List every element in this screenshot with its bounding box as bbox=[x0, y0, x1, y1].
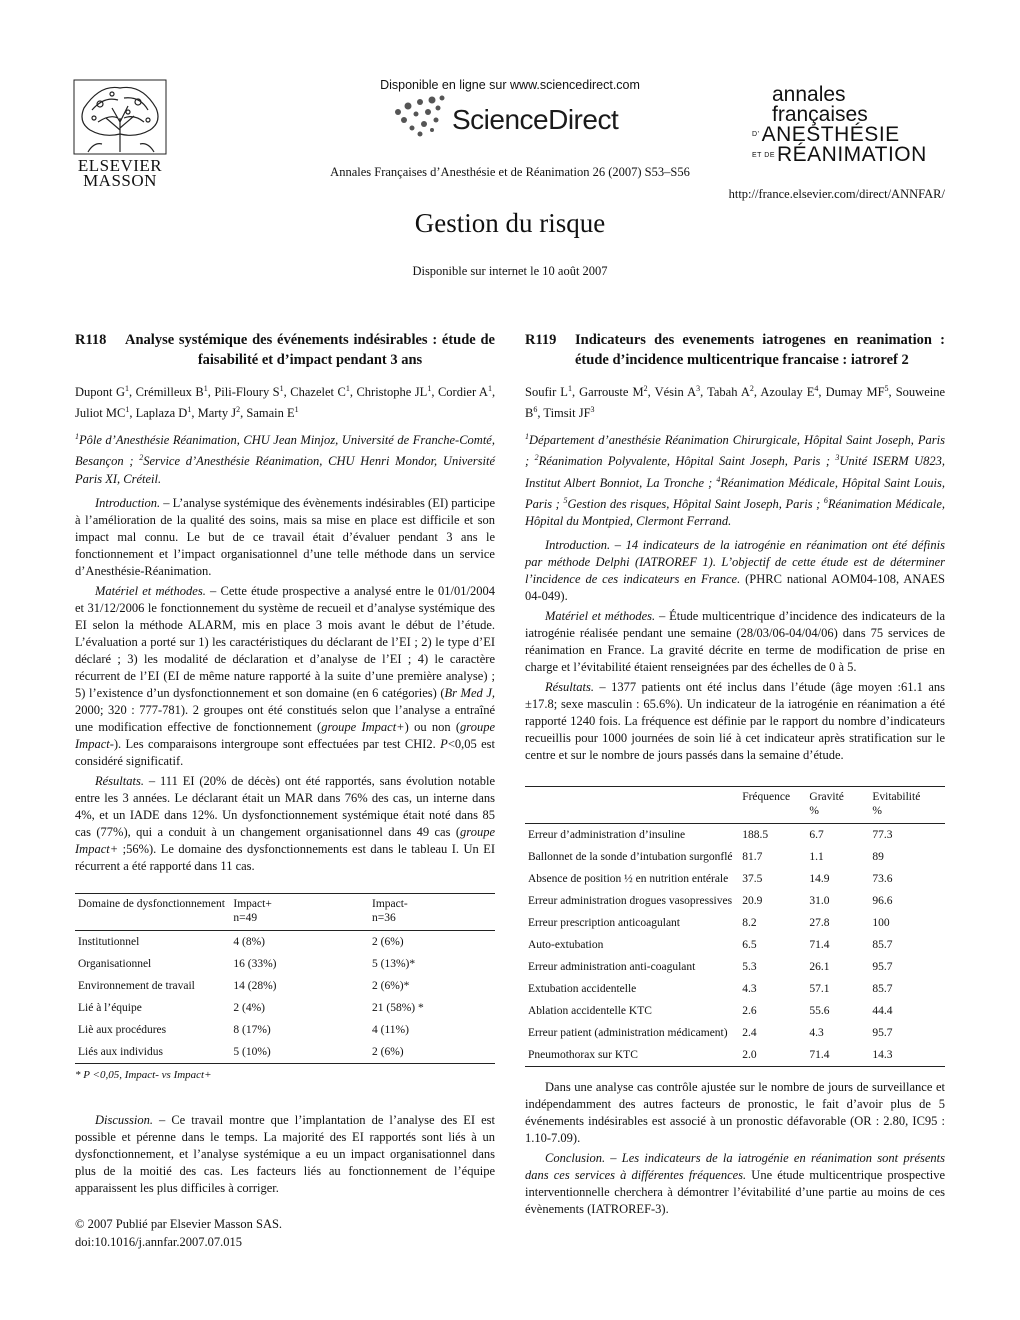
paragraph-text-italic: – 14 indicateurs de la iatrogénie en réanimation ont été définis par méthode Delphi (IATROREF 1). L’objectif de cette étude est de déterminer l’incidence de ces indicateurs en France. bbox=[525, 537, 945, 586]
methods-paragraph bbox=[525, 608, 945, 676]
affiliation-text: Service d’Anesthésie Réanimation, CHU Henri Mondor, Université Paris XI, Créteil. bbox=[75, 454, 495, 486]
author-affiliation-sup: 1 bbox=[187, 405, 192, 415]
table-row bbox=[525, 890, 945, 912]
table-cell: 5 (10%) bbox=[233, 1045, 271, 1058]
table-cell: 188.5 bbox=[742, 828, 769, 841]
sciencedirect-wordmark: ScienceDirect bbox=[452, 104, 619, 135]
table-row bbox=[525, 912, 945, 934]
table-cell: 96.6 bbox=[872, 894, 893, 907]
section-label: Matériel et méthodes. bbox=[545, 608, 656, 623]
table-cell: 2.4 bbox=[742, 1026, 757, 1039]
section-label: Matériel et méthodes. bbox=[95, 583, 206, 598]
paragraph-text: (PHRC national AOM04-108, ANAES 04-049). bbox=[525, 571, 946, 603]
section-label: Introduction. bbox=[545, 537, 611, 552]
author-affiliation-sup: 1 bbox=[487, 384, 492, 393]
affiliation-sup: 2 bbox=[139, 453, 144, 463]
paragraph-text: ). Les comparaisons intergroupe sont effectuées par test CHI2. bbox=[113, 736, 441, 751]
journal-logo-line: ANESTHÉSIE bbox=[761, 123, 900, 146]
paragraph-text: – 1377 patients ont été inclus dans l’étude (âge moyen :61.1 ans ±17.8; sexe masculin : 65.6%). Un indicateur de la iatrogénie en réanimation a été rapporté 1240 fois. La fréquence est définie par le rapport du nombre d’indicateurs recueillis pour 1000 journées de soin lié à cet indicateur après stratification sur le centre et sur le nombre de jours passés dans la semaine d’étude. bbox=[525, 679, 945, 762]
section-label: Résultats. bbox=[545, 679, 594, 694]
paragraph-text: Une étude multicentrique prospective interventionnelle cherchera à démontrer l’évitabilité d’une partie au moins de ces évènements (IATROREF-3). bbox=[525, 1167, 946, 1216]
author: Timsit JF bbox=[543, 406, 591, 421]
table-row bbox=[525, 934, 945, 956]
section-label: Conclusion. bbox=[545, 1150, 606, 1165]
author: Soufir L bbox=[525, 385, 568, 400]
table-cell: 14.9 bbox=[809, 872, 830, 885]
author: Marty J bbox=[197, 406, 237, 421]
author: Vésin A bbox=[654, 385, 697, 400]
journal-logo-line: RÉANIMATION bbox=[777, 143, 927, 167]
affiliation-text: Unité ISERM U823, Institut Albert Bonniot, La Tronche ; bbox=[525, 454, 945, 490]
table-header-cell: Fréquence bbox=[742, 790, 791, 803]
affiliations bbox=[75, 428, 495, 487]
author-list: Dupont $G^1$, Crémilleux $B^1$, Pili-Floury $S^1$, Chazelet $C^1$, Christophe $JL^1$, Cordier $A^1$, Juliot $MC^1$, Laplaza $D^1$, Marty $J^2$, Samain $E^1$ bbox=[75, 384, 496, 421]
affiliation-text: Réanimation Médicale, Hôpital Saint Louis, Paris ; bbox=[525, 475, 945, 511]
article-r118 bbox=[75, 330, 495, 1200]
section-label: Introduction. bbox=[95, 495, 161, 510]
citation: Br Med J, bbox=[444, 685, 496, 700]
affiliation-text: Réanimation Polyvalente, Hôpital Saint Joseph, Paris ; bbox=[538, 454, 836, 469]
table-cell: Ballonnet de la sonde d’intubation surgonflé bbox=[528, 850, 733, 863]
table-cell: Organisationnel bbox=[78, 957, 152, 970]
author-affiliation-sup: 1 bbox=[125, 384, 130, 393]
author: Christophe JL bbox=[356, 385, 428, 400]
paragraph-text: – Ce travail montre que l’implantation de l’analyse des EI est possible et pérenne dans le temps. La majorité des EI rapportés sont liés à un dysfonctionnement, et l’analyse systémique a eu un impact organisationnel dans plus de la moitié des cas. Les facteurs liés au fonctionnement de l’équipe apparaissent les plus difficiles à corriger. bbox=[75, 1112, 495, 1195]
affiliation-sup: 1 bbox=[525, 432, 529, 442]
author-affiliation-sup: 6 bbox=[533, 405, 538, 415]
affiliation-text: Gestion des risques, Hôpital Saint Joseph, Paris ; bbox=[567, 496, 824, 511]
table-cell: Auto-extubation bbox=[528, 938, 604, 951]
table-cell: Environnement de travail bbox=[78, 979, 195, 992]
journal-logo-line: françaises bbox=[772, 103, 868, 126]
author: Samain E bbox=[246, 406, 295, 421]
author-affiliation-sup: 2 bbox=[643, 384, 648, 393]
publisher-name-line1: ELSEVIER bbox=[77, 156, 163, 175]
table-header-cell: Impact- n=36 bbox=[371, 897, 408, 924]
author: Garrouste M bbox=[579, 385, 644, 400]
affiliation-sup: 3 bbox=[835, 453, 840, 463]
table-row bbox=[525, 846, 945, 868]
paragraph-text: <0,05 est considéré significatif. bbox=[75, 736, 495, 768]
author-affiliation-sup: 1 bbox=[427, 384, 432, 393]
table-cell: 73.6 bbox=[872, 872, 893, 885]
table-row bbox=[75, 930, 495, 953]
table-cell: 4 (11%) bbox=[371, 1023, 409, 1036]
table-row bbox=[75, 997, 495, 1019]
table-cell: 14.3 bbox=[872, 1048, 893, 1061]
author-affiliation-sup: 2 bbox=[749, 384, 754, 393]
table-cell: 2 (6%)* bbox=[371, 979, 410, 992]
table-cell: Ablation accidentelle KTC bbox=[528, 1004, 652, 1017]
footer bbox=[75, 1215, 495, 1251]
table-cell: Absence de position ½ en nutrition entérale bbox=[528, 872, 729, 885]
article-number: R119 bbox=[525, 332, 557, 348]
table-header-cell bbox=[525, 786, 739, 823]
group-name: groupe Impact+ bbox=[75, 824, 495, 856]
table-header-cell: Evitabilité % bbox=[872, 790, 921, 817]
table-cell: 55.6 bbox=[809, 1004, 830, 1017]
paragraph-text: 2000; 320 : 777-781). 2 groupes ont été constitués selon que l’analyse a entraîné une modification effective de fonctionnement ( bbox=[75, 702, 495, 734]
results-paragraph bbox=[525, 679, 945, 764]
sciencedirect-availability: Disponible en ligne sur www.sciencedirect.com bbox=[380, 78, 640, 92]
p-symbol: P bbox=[440, 736, 448, 751]
journal-url-link[interactable]: http://france.elsevier.com/direct/ANNFAR/ bbox=[728, 187, 945, 201]
table-cell: 95.7 bbox=[872, 1026, 893, 1039]
table-row bbox=[525, 1044, 945, 1067]
author-affiliation-sup: 1 bbox=[345, 384, 350, 393]
table-cell: 81.7 bbox=[742, 850, 763, 863]
table-row bbox=[525, 978, 945, 1000]
table-cell: 16 (33%) bbox=[233, 957, 277, 970]
table-cell: 2 (4%) bbox=[233, 1001, 266, 1014]
table-cell: 20.9 bbox=[742, 894, 763, 907]
author-affiliation-sup: 4 bbox=[814, 384, 819, 393]
conclusion-paragraph bbox=[525, 1150, 945, 1218]
table-dysfunction-domains bbox=[75, 893, 495, 1064]
table-cell: 85.7 bbox=[872, 938, 893, 951]
paragraph-text: Dans une analyse cas contrôle ajustée sur le nombre de jours de surveillance et indépendamment des autres facteurs de pronostic, le fait d’avoir plus de 5 événements indésirables est associé à un pronostic défavorable (OR : 2.80, IC95 : 1.10-7.09). bbox=[525, 1079, 945, 1145]
table-cell: 27.8 bbox=[809, 916, 830, 929]
table-cell: Lié à l’équipe bbox=[78, 1001, 142, 1014]
author: Pili-Floury S bbox=[214, 385, 280, 400]
table-cell: 5 (13%)* bbox=[371, 957, 416, 970]
results-paragraph bbox=[75, 773, 495, 875]
paragraph-text: – Étude multicentrique d’incidence des indicateurs de la iatrogénie réalisée pendant une semaine (28/03/06-04/04/06) dans 75 services de réanimation en France. La gravité décrite en terme de modification de prise en charge et l’évitabilité étaient renseignées par des échelles de 0 à 5. bbox=[525, 608, 945, 674]
author: Chazelet C bbox=[290, 385, 346, 400]
table-cell: Erreur administration drogues vasopressives bbox=[528, 894, 733, 907]
author: Tabah A bbox=[707, 385, 750, 400]
table-cell: 4.3 bbox=[742, 982, 757, 995]
table-cell: Liè aux procédures bbox=[78, 1023, 167, 1036]
table-cell: Erreur patient (administration médicament) bbox=[528, 1026, 728, 1039]
table-row bbox=[75, 1041, 495, 1064]
table-cell: 37.5 bbox=[742, 872, 763, 885]
author: Juliot MC bbox=[75, 406, 126, 421]
author: Dumay MF bbox=[825, 385, 885, 400]
table-cell: Liés aux individus bbox=[78, 1045, 163, 1058]
table-row bbox=[525, 868, 945, 890]
table-cell: 5.3 bbox=[742, 960, 757, 973]
table-cell: 31.0 bbox=[809, 894, 830, 907]
table-cell: 89 bbox=[872, 850, 884, 863]
table-cell: 21 (58%) * bbox=[371, 1001, 424, 1014]
group-name: groupe Impact+ bbox=[321, 719, 405, 734]
table-row bbox=[525, 1000, 945, 1022]
paragraph-text: – 111 EI (20% de décès) ont été rapportés, sans évolution notable entre les 3 années. Le déclarant était un MAR dans 76% des cas, un interne dans 4%, et un IADE dans 12%. Un dysfonctionnement systémique était noté dans 85 cas (77%), qui a conduit à un changement organisationnel dans 49 cas ( bbox=[75, 773, 495, 839]
article-r119 bbox=[525, 330, 945, 1221]
affiliation-sup: 5 bbox=[563, 495, 568, 505]
table-cell: 8 (17%) bbox=[233, 1023, 271, 1036]
author-affiliation-sup: 1 bbox=[567, 384, 572, 393]
table-row bbox=[75, 975, 495, 997]
table-cell: 8.2 bbox=[742, 916, 757, 929]
table-cell: 85.7 bbox=[872, 982, 893, 995]
journal-reference: Annales Françaises d’Anesthésie et de Réanimation 26 (2007) S53–S56 bbox=[330, 165, 690, 179]
sciencedirect-dots-icon bbox=[390, 94, 450, 144]
author-list: Soufir $L^1$, Garrouste $M^2$, Vésin $A^3$, Tabah $A^2$, Azoulay $E^4$, Dumay $MF^5$, Souweine $B^6$, Timsit $JF^3$ bbox=[525, 384, 946, 421]
table-row bbox=[75, 1019, 495, 1041]
author: Souweine B bbox=[525, 385, 946, 421]
tree-icon bbox=[70, 78, 170, 158]
journal-logo-small: ET DE bbox=[752, 151, 775, 159]
table-cell: 71.4 bbox=[809, 1048, 830, 1061]
author-affiliation-sup: 1 bbox=[294, 405, 299, 415]
table-cell: 77.3 bbox=[872, 828, 893, 841]
table-row bbox=[525, 956, 945, 978]
author-affiliation-sup: 2 bbox=[236, 405, 241, 415]
table-cell: 26.1 bbox=[809, 960, 830, 973]
online-date: Disponible sur internet le 10 août 2007 bbox=[412, 264, 608, 278]
table-row bbox=[525, 823, 945, 846]
affiliation-sup: 6 bbox=[823, 495, 828, 505]
group-name: groupe Impact- bbox=[75, 719, 495, 751]
methods-paragraph bbox=[75, 583, 495, 770]
table-cell: 57.1 bbox=[809, 982, 830, 995]
table-cell: Erreur d’administration d’insuline bbox=[528, 828, 686, 841]
table-cell: 2.6 bbox=[742, 1004, 757, 1017]
paragraph-text-italic: – Les indicateurs de la iatrogénie en réanimation sont présents dans ces services à différentes fréquences. bbox=[525, 1150, 945, 1182]
table-cell: 14 (28%) bbox=[233, 979, 277, 992]
table-iatrogenic-indicators bbox=[525, 786, 945, 1067]
elsevier-masson-logo bbox=[70, 78, 170, 188]
section-title: Gestion du risque bbox=[414, 208, 606, 238]
table-row bbox=[525, 1022, 945, 1044]
journal-logo-small: D’ bbox=[752, 131, 760, 139]
paragraph-text: ;56%). Le domaine des dysfonctionnements est dans le tableau I. Un EI récurrent a été rapporté dans 11 cas. bbox=[75, 841, 495, 873]
author-affiliation-sup: 3 bbox=[590, 405, 595, 415]
table-cell: Erreur prescription anticoagulant bbox=[528, 916, 680, 929]
doi[interactable]: doi:10.1016/j.annfar.2007.07.015 bbox=[75, 1235, 242, 1249]
section-label: Discussion. bbox=[95, 1112, 153, 1127]
author-affiliation-sup: 1 bbox=[125, 405, 130, 415]
discussion-paragraph bbox=[75, 1112, 495, 1197]
table-cell: 95.7 bbox=[872, 960, 893, 973]
table-cell: 2 (6%) bbox=[371, 935, 404, 948]
table-cell: 6.5 bbox=[742, 938, 757, 951]
table-cell: 4 (8%) bbox=[233, 935, 266, 948]
article-heading bbox=[75, 330, 495, 370]
table-cell: Erreur administration anti-coagulant bbox=[528, 960, 696, 973]
table-header-cell: Domaine de dysfonctionnement bbox=[78, 897, 225, 910]
affiliation-sup: 2 bbox=[534, 453, 539, 463]
author-affiliation-sup: 1 bbox=[203, 384, 208, 393]
article-title: Analyse systémique des événements indésirables : étude de faisabilité et d’impact pendant 3 ans bbox=[125, 332, 495, 368]
introduction-paragraph bbox=[525, 537, 945, 605]
paragraph-text: ) ou non ( bbox=[404, 719, 461, 734]
table-cell: 44.4 bbox=[872, 1004, 893, 1017]
sciencedirect-logo bbox=[390, 94, 640, 144]
affiliation-sup: 1 bbox=[75, 432, 79, 442]
journal-logo bbox=[752, 85, 952, 166]
paragraph-text: – L’analyse systémique des évènements indésirables (EI) participe à l’amélioration de la qualité des soins, mais sa mise en place est difficile et son impact mal connu. Le but de ce travail était d’évaluer pendant 3 ans le fonctionnement et l’impact organisationnel d’une telle méthode dans un service d’Anesthésie-Réanimation. bbox=[75, 495, 496, 578]
affiliation-text: Département d’anesthésie Réanimation Chirurgicale, Hôpital Saint Joseph, Paris ; bbox=[525, 433, 945, 469]
affiliation-text: Réanimation Médicale, Hôpital du Montpied, Clermont Ferrand. bbox=[525, 496, 946, 528]
table-cell: 6.7 bbox=[809, 828, 824, 841]
table-cell: 71.4 bbox=[809, 938, 830, 951]
table-header-row bbox=[75, 893, 495, 930]
publisher-name-line2: MASSON bbox=[83, 171, 157, 190]
author: Dupont G bbox=[75, 385, 126, 400]
introduction-paragraph bbox=[75, 495, 495, 580]
section-label: Résultats. bbox=[95, 773, 144, 788]
journal-logo-line: annales bbox=[772, 83, 846, 106]
analysis-paragraph bbox=[525, 1079, 945, 1147]
affiliation-text: Pôle d’Anesthésie Réanimation, CHU Jean Minjoz, Université de Franche-Comté, Besançon ; bbox=[75, 433, 495, 469]
table-header-cell: Impact+ n=49 bbox=[233, 897, 272, 924]
author: Azoulay E bbox=[760, 385, 815, 400]
affiliations bbox=[525, 428, 945, 530]
table-cell: Institutionnel bbox=[78, 935, 140, 948]
article-number: R118 bbox=[75, 332, 107, 348]
table-header-row bbox=[525, 786, 945, 823]
table-header-cell: Gravité % bbox=[809, 790, 844, 817]
article-heading bbox=[525, 330, 945, 370]
table-cell: 2.0 bbox=[742, 1048, 757, 1061]
table-row bbox=[75, 953, 495, 975]
table-cell: 1.1 bbox=[809, 850, 824, 863]
author: Cordier A bbox=[437, 385, 488, 400]
table-cell: 100 bbox=[872, 916, 890, 929]
table-cell: 2 (6%) bbox=[371, 1045, 404, 1058]
author: Crémilleux B bbox=[135, 385, 204, 400]
affiliation-sup: 4 bbox=[716, 474, 721, 484]
table-note: * P <0,05, Impact- vs Impact+ bbox=[75, 1068, 212, 1081]
copyright: © 2007 Publié par Elsevier Masson SAS. bbox=[75, 1217, 283, 1231]
paragraph-text: – Cette étude prospective a analysé entre le 01/01/2004 et 31/12/2006 le fonctionnement du système de recueil et d’analyse systémique des EI selon la méthode ALARM, mis en place 3 mois avant le début de l’étude. L’évaluation a porté sur 1) les caractéristiques du déclarant de l’EI ; 2) le type d’EI déclaré ; 3) les modalité de déclaration et d’analyse de l’EI ; 4) le caractère récurrent de l’EI (EI de même nature rapporté à la suite d’une première analyse) ; 5) l’existence d’un dysfonctionnement et son domaine (en 6 catégories) ( bbox=[75, 583, 496, 700]
author: Laplaza D bbox=[135, 406, 188, 421]
table-cell: Extubation accidentelle bbox=[528, 982, 637, 995]
table-cell: 4.3 bbox=[809, 1026, 824, 1039]
article-title: Indicateurs des evenements iatrogenes en reanimation : étude d’incidence multicentrique francaise : iatroref 2 bbox=[575, 332, 945, 368]
table-cell: Pneumothorax sur KTC bbox=[528, 1048, 638, 1061]
author-affiliation-sup: 1 bbox=[279, 384, 284, 393]
author-affiliation-sup: 3 bbox=[696, 384, 701, 393]
author-affiliation-sup: 5 bbox=[884, 384, 889, 393]
